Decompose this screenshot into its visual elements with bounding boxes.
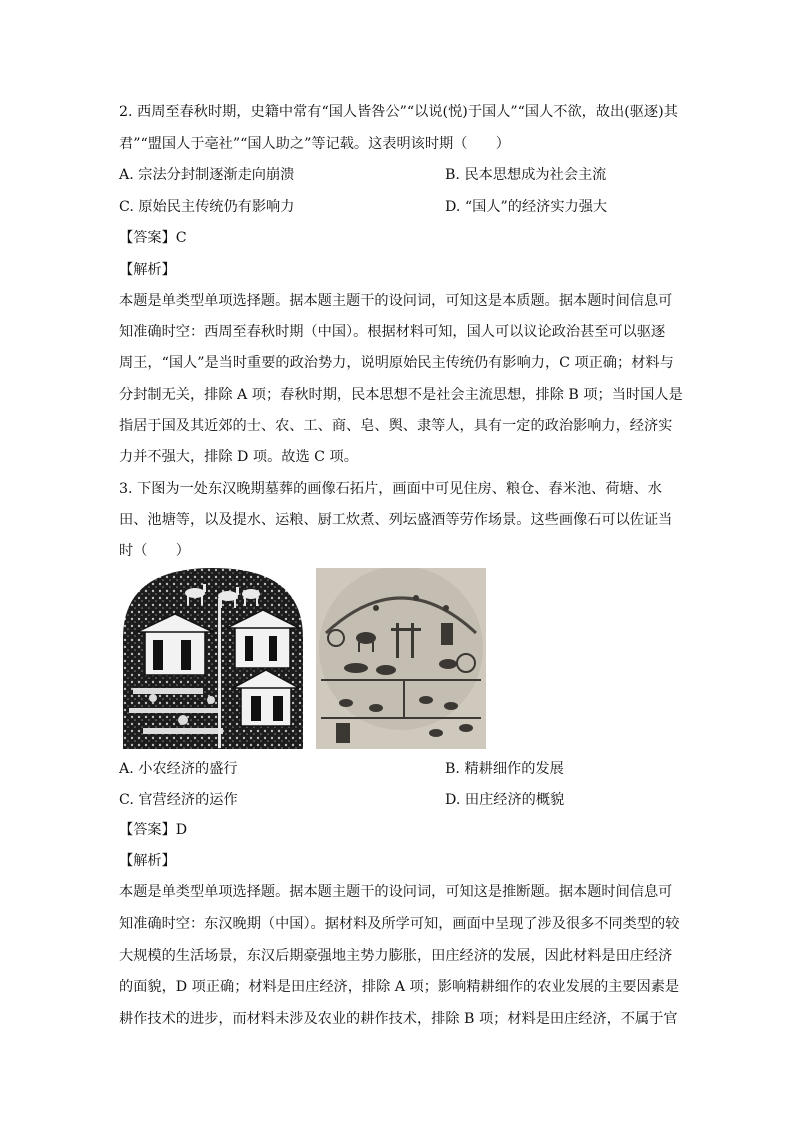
q3-analysis-line-3: 大规模的生活场景，东汉后期豪强地主势力膨胀，田庄经济的发展，因此材料是田庄经济 [119,948,673,964]
q2-analysis-label: 【解析】 [119,262,176,278]
q2-option-d: D. “国人”的经济实力强大 [445,199,608,215]
q2-option-c: C. 原始民主传统仍有影响力 [119,199,295,215]
q2-answer: 【答案】C [119,230,187,246]
q2-analysis-line-4: 分封制无关，排除 A 项；春秋时期，民本思想不是社会主流思想，排除 B 项；当时国人是 [119,387,683,403]
q3-analysis-label: 【解析】 [119,853,176,869]
q2-analysis-line-1: 本题是单类型单项选择题。据本题主题干的设问词，可知这是本质题。据本题时间信息可 [119,293,673,309]
q3-option-d: D. 田庄经济的概貌 [445,792,565,808]
stone-rubbing-left-image [123,568,303,749]
q3-stem-line-3: 时（ ） [119,543,190,559]
stone-rubbing-right-image [316,568,486,749]
q3-analysis-line-1: 本题是单类型单项选择题。据本题主题干的设问词，可知这是推断题。据本题时间信息可 [119,884,673,900]
q3-option-b: B. 精耕细作的发展 [445,761,564,777]
q2-analysis-line-5: 指居于国及其近郊的士、农、工、商、皂、舆、隶等人，具有一定的政治影响力，经济实 [119,418,673,434]
q2-analysis-line-2: 知准确时空：西周至春秋时期（中国）。根据材料可知，国人可以议论政治甚至可以驱逐 [119,324,666,340]
q2-analysis-line-6: 力并不强大，排除 D 项。故选 C 项。 [119,449,358,465]
q3-analysis-line-2: 知准确时空：东汉晚期（中国）。据材料及所学可知，画面中呈现了涉及很多不同类型的较 [119,916,680,932]
q2-option-b: B. 民本思想成为社会主流 [445,167,607,183]
q3-stem-line-2: 田、池塘等，以及提水、运粮、厨工炊煮、列坛盛酒等劳作场景。这些画像石可以佐证当 [119,512,673,528]
q3-answer: 【答案】D [119,822,188,838]
q3-stem-line-1: 3. 下图为一处东汉晚期墓葬的画像石拓片，画面中可见住房、粮仓、舂米池、荷塘、水 [119,481,662,497]
q3-analysis-line-4: 的面貌，D 项正确；材料是田庄经济，排除 A 项；影响精耕细作的农业发展的主要因素是 [119,979,680,995]
q3-option-c: C. 官营经济的运作 [119,792,238,808]
q3-option-a: A. 小农经济的盛行 [119,761,238,777]
q2-option-a: A. 宗法分封制逐渐走向崩溃 [119,167,295,183]
q2-stem-line-2: 君”“盟国人于亳社”“国人助之”等记载。这表明该时期（ ） [119,136,510,152]
q3-analysis-line-5: 耕作技术的进步，而材料未涉及农业的耕作技术，排除 B 项；材料是田庄经济，不属于官 [119,1011,678,1027]
q2-analysis-line-3: 周王，“国人”是当时重要的政治势力，说明原始民主传统仍有影响力，C 项正确；材料与 [119,355,674,371]
q2-stem-line-1: 2. 西周至春秋时期，史籍中常有“国人皆咎公”“以说(悦)于国人”“国人不欲，故出(驱逐)其 [119,104,678,120]
